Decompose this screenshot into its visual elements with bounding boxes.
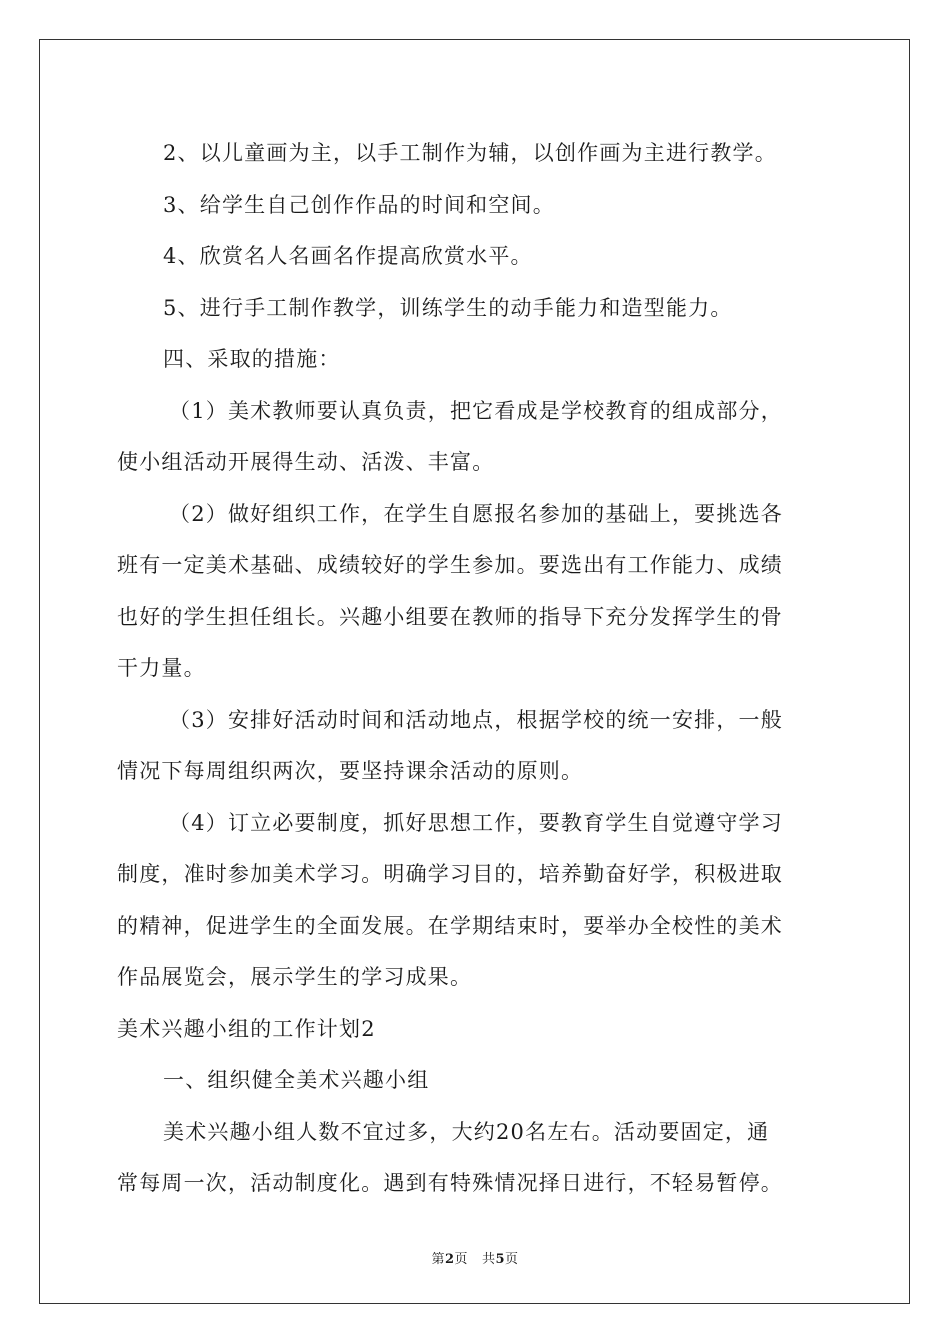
paragraph-line: 使小组活动开展得生动、活泼、丰富。 — [117, 450, 495, 474]
page-prefix: 第 — [431, 1252, 445, 1267]
paragraph-line: （1）美术教师要认真负责，把它看成是学校教育的组成部分， — [169, 398, 783, 423]
paragraph-line: 干力量。 — [117, 656, 206, 680]
document-body — [117, 128, 835, 1210]
paragraph-line: 5、进行手工制作教学，训练学生的动手能力和造型能力。 — [163, 295, 733, 320]
paragraph-line: 的精神，促进学生的全面发展。在学期结束时，要举办全校性的美术 — [117, 913, 783, 938]
paragraph-line: 3、给学生自己创作作品的时间和空间。 — [163, 192, 555, 217]
paragraph-line: 作品展览会，展示学生的学习成果。 — [117, 965, 473, 989]
paragraph-line: （4）订立必要制度，抓好思想工作，要教育学生自觉遵守学习 — [169, 810, 783, 835]
document-title: 美术兴趣小组的工作计划2 — [117, 1016, 376, 1041]
section-heading: 四、采取的措施： — [163, 347, 341, 371]
section-heading: 一、组织健全美术兴趣小组 — [163, 1068, 430, 1092]
page-footer — [0, 1248, 950, 1267]
paragraph-line: 也好的学生担任组长。兴趣小组要在教师的指导下充分发挥学生的骨 — [117, 604, 783, 629]
paragraph-line: 4、欣赏名人名画名作提高欣赏水平。 — [163, 244, 533, 268]
paragraph-line: （2）做好组织工作，在学生自愿报名参加的基础上，要挑选各 — [169, 501, 783, 526]
paragraph-line: 美术兴趣小组人数不宜过多，大约20名左右。活动要固定，通 — [163, 1119, 770, 1144]
paragraph-line: （3）安排好活动时间和活动地点，根据学校的统一安排，一般 — [169, 707, 783, 732]
paragraph-line: 2、以儿童画为主，以手工制作为辅，以创作画为主进行教学。 — [163, 141, 777, 165]
paragraph-line: 情况下每周组织两次，要坚持课余活动的原则。 — [117, 759, 584, 783]
page-total: 5 — [495, 1252, 506, 1267]
total-suffix: 页 — [505, 1252, 519, 1267]
paragraph-line: 班有一定美术基础、成绩较好的学生参加。要选出有工作能力、成绩 — [117, 553, 783, 577]
paragraph-line: 制度，准时参加美术学习。明确学习目的，培养勤奋好学，积极进取 — [117, 862, 783, 886]
page-current: 2 — [444, 1252, 455, 1267]
paragraph-line: 常每周一次，活动制度化。遇到有特殊情况择日进行，不轻易暂停。 — [117, 1171, 783, 1195]
page-suffix: 页 — [454, 1252, 469, 1267]
total-prefix: 共 — [481, 1252, 496, 1267]
